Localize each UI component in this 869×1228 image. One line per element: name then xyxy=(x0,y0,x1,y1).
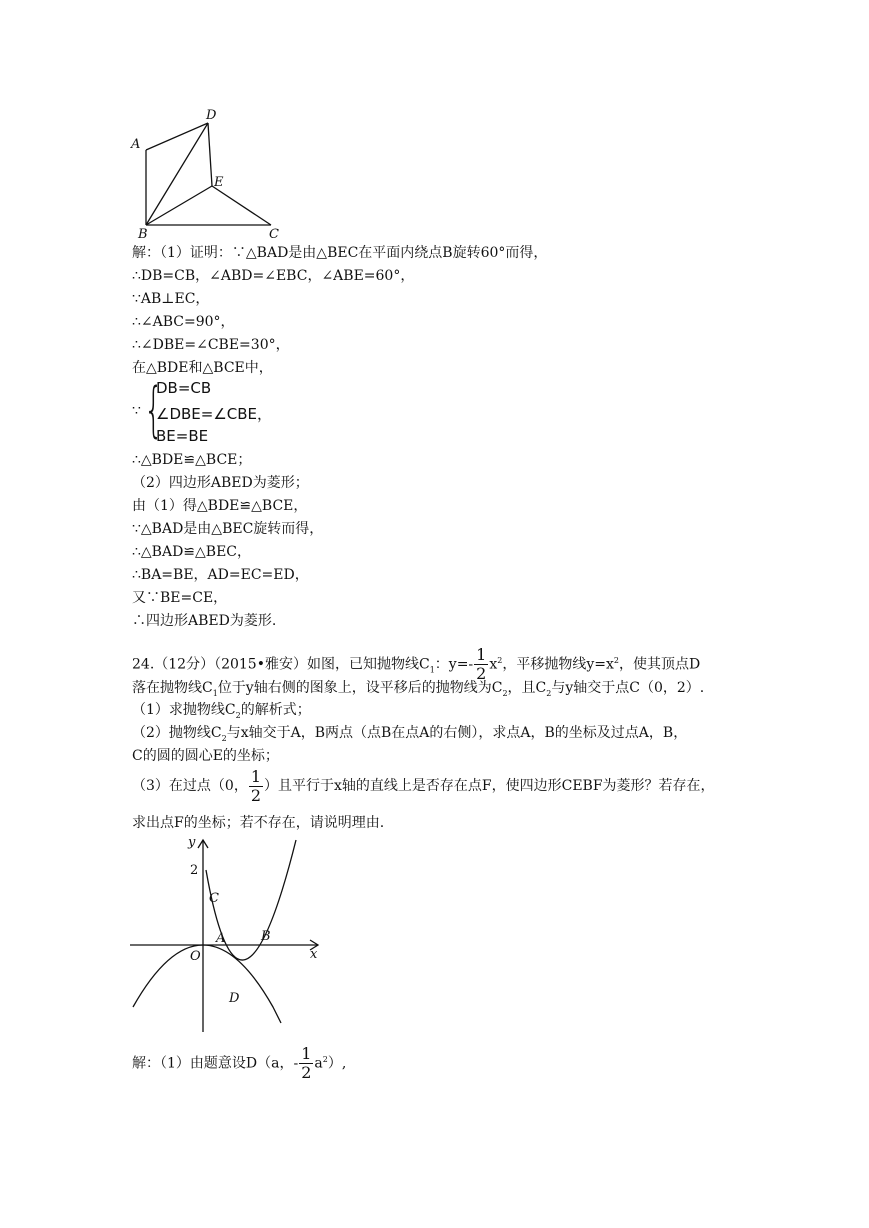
equation-1: DB=CB xyxy=(156,379,212,397)
label-O: O xyxy=(190,949,201,964)
segment-DE xyxy=(208,123,212,186)
label-2: 2 xyxy=(190,863,199,878)
solution-line: 解：（1）由题意设D（a，- $\frac{1}{2}$ $a^2$）, xyxy=(132,1044,347,1083)
question-24-line-2: 落在抛物线$C_1$位于y轴右侧的图象上，设平移后的抛物线为$C_2$，且$C_2$与y轴交于点C（0，2）. xyxy=(132,680,705,698)
text-line: ∴△BDE≌△BCE； xyxy=(132,452,252,468)
question-24-part-2: （2）抛物线$C_2$与x轴交于A，B两点（点B在点A的右侧），求点A，B的坐标及过点A，B， xyxy=(132,725,688,743)
label-y: y xyxy=(188,835,196,850)
text-line: ∴△BAD≌△BEC， xyxy=(132,544,252,560)
text-line: 又∵BE=CE， xyxy=(132,590,228,606)
question-24-part-1: （1）求抛物线$C_2$的解析式； xyxy=(132,702,311,720)
fraction: $\frac{1}{2}$ xyxy=(301,1044,312,1083)
label-x: x xyxy=(310,947,318,962)
segment-BE xyxy=(146,186,212,225)
segment-AD xyxy=(146,123,208,150)
label-A: A xyxy=(216,931,226,946)
label-D: D xyxy=(206,108,217,123)
segment-EC xyxy=(212,186,271,225)
label-E: E xyxy=(214,175,224,190)
label-C: C xyxy=(269,227,279,238)
equation-3: BE=BE xyxy=(156,427,209,445)
text-line: 在△BDE和△BCE中， xyxy=(132,360,273,376)
question-24-part-3-cont: 求出点F的坐标；若不存在，请说明理由. xyxy=(132,815,385,831)
fraction: $\frac{1}{2}$ xyxy=(250,766,262,805)
equation-system xyxy=(132,377,372,449)
text-line: 解：（1）证明：∵△BAD是由△BEC在平面内绕点B旋转60°而得， xyxy=(132,245,548,261)
label-C: C xyxy=(209,891,219,906)
question-24-part-3: （3）在过点（0， $\frac{1}{2}$ ）且平行于x轴的直线上是否存在点F，使四边形CEBF为菱形？若存在， xyxy=(132,766,715,805)
equation-2: ∠DBE=∠CBE， xyxy=(156,405,273,423)
rhombus-figure xyxy=(128,108,308,238)
label-B: B xyxy=(261,929,271,944)
text-line: 由（1）得△BDE≌△BCE， xyxy=(132,498,308,514)
left-brace: { xyxy=(144,375,164,445)
fraction: $\frac{1}{2}$ xyxy=(476,645,487,684)
text-line: ∵△BAD是由△BEC旋转而得， xyxy=(132,521,324,537)
text-line: ∴BA=BE，AD=EC=ED， xyxy=(132,567,309,583)
text-line: ∴四边形ABED为菱形. xyxy=(132,613,277,629)
segment-BD xyxy=(146,123,208,225)
text-line: ∴DB=CB，∠ABD=∠EBC，∠ABE=60°， xyxy=(132,268,415,284)
label-D: D xyxy=(229,991,240,1006)
question-24-line-1: 24.（12分）（2015•雅安）如图，已知抛物线$C_1$：y=- $\frac{1}{2}$ $x^2$，平移抛物线$y=x^2$，使其顶点D xyxy=(132,645,701,684)
question-24-part-2-cont: C的圆的圆心E的坐标； xyxy=(132,748,279,764)
label-B: B xyxy=(138,227,148,238)
because-symbol: ∵ xyxy=(132,403,141,419)
text-line: （2）四边形ABED为菱形； xyxy=(132,475,309,491)
parabola-C1 xyxy=(133,945,281,1023)
label-A: A xyxy=(131,137,141,152)
parabola-figure xyxy=(128,832,338,1037)
text-line: ∵AB⊥EC， xyxy=(132,291,210,307)
text-line: ∴∠DBE=∠CBE=30°， xyxy=(132,337,290,353)
text-line: ∴∠ABC=90°， xyxy=(132,314,235,330)
